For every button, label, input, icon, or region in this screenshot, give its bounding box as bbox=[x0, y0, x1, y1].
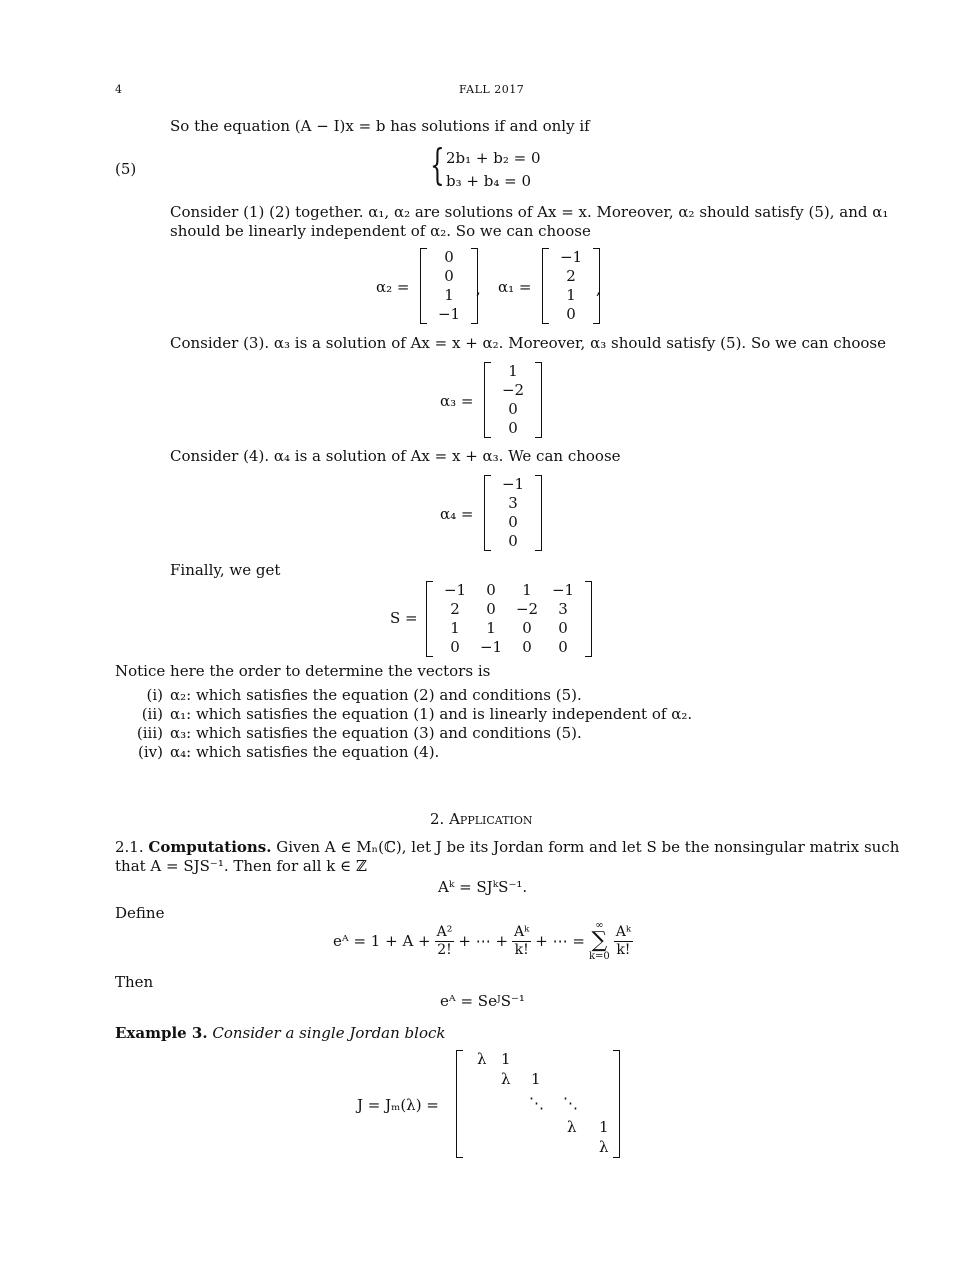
exp-lead: eᴬ = 1 + A + bbox=[333, 931, 431, 950]
alpha1-entry: −1 bbox=[559, 248, 583, 266]
list-item-label: (iv) bbox=[138, 743, 163, 761]
S-matrix-entry: 1 bbox=[450, 619, 460, 637]
fraction-ak-den: k! bbox=[514, 941, 529, 958]
jordan-entry: ⋱ bbox=[563, 1094, 578, 1112]
S-matrix-entry: 0 bbox=[558, 638, 568, 656]
alpha2-entry: −1 bbox=[437, 305, 461, 323]
S-matrix bbox=[426, 581, 592, 657]
define-text: Define bbox=[115, 904, 165, 922]
jordan-entry: λ bbox=[477, 1050, 487, 1068]
alpha3-entry: 0 bbox=[508, 419, 518, 437]
paragraph-6: Notice here the order to determine the vectors is bbox=[115, 662, 491, 680]
fraction-ak bbox=[512, 924, 531, 959]
S-matrix-entry: 2 bbox=[450, 600, 460, 618]
S-matrix-entry: 1 bbox=[522, 581, 532, 599]
alpha3-entry: 1 bbox=[508, 362, 518, 380]
alpha2-lhs: α₂ = bbox=[376, 278, 410, 296]
comma-1: , bbox=[476, 280, 481, 298]
comma-2: , bbox=[596, 280, 601, 298]
alpha1-entry: 1 bbox=[566, 286, 576, 304]
fraction-a2 bbox=[435, 924, 455, 959]
paragraph-1: So the equation (A − I)x = b has solutions if and only if bbox=[170, 117, 590, 135]
alpha4-entry: 0 bbox=[508, 513, 518, 531]
sum-upper: ∞ bbox=[595, 920, 604, 931]
alpha2-vector bbox=[420, 248, 478, 324]
jordan-entry: 1 bbox=[531, 1070, 541, 1088]
equation-power: Aᵏ = SJᵏS⁻¹. bbox=[438, 878, 528, 896]
subsection-label: 2.1. bbox=[115, 838, 144, 856]
paragraph-5: Finally, we get bbox=[170, 561, 281, 579]
list-item-text: α₁: which satisfies the equation (1) and is linearly independent of α₂. bbox=[170, 705, 693, 723]
subsection-2-1-line-2: that A = SJS⁻¹. Then for all k ∈ ℤ bbox=[115, 857, 367, 875]
jordan-entry: λ bbox=[599, 1138, 609, 1156]
alpha2-entry: 0 bbox=[444, 267, 454, 285]
subsection-heading: Computations. bbox=[148, 838, 272, 856]
page-number: 4 bbox=[115, 83, 123, 96]
S-matrix-entry: −1 bbox=[479, 638, 503, 656]
S-matrix-entry: 0 bbox=[558, 619, 568, 637]
jordan-lhs: J = Jₘ(λ) = bbox=[357, 1096, 439, 1114]
alpha2-entry: 0 bbox=[444, 248, 454, 266]
equation-exp: eᴬ = SeᴶS⁻¹ bbox=[440, 992, 525, 1010]
left-brace: { bbox=[430, 140, 445, 189]
jordan-entry: 1 bbox=[501, 1050, 511, 1068]
fraction-a2-num: A² bbox=[436, 923, 453, 940]
alpha3-lhs: α₃ = bbox=[440, 392, 474, 410]
jordan-entry: λ bbox=[567, 1118, 577, 1136]
alpha4-entry: −1 bbox=[501, 475, 525, 493]
sum-lower: k=0 bbox=[588, 951, 610, 962]
alpha4-entry: 3 bbox=[508, 494, 518, 512]
alpha4-vector bbox=[484, 475, 542, 551]
alpha3-entry: −2 bbox=[501, 381, 525, 399]
example-text: Consider a single Jordan block bbox=[212, 1024, 446, 1042]
alpha1-entry: 2 bbox=[566, 267, 576, 285]
S-matrix-entry: 3 bbox=[558, 600, 568, 618]
list-item-text: α₃: which satisfies the equation (3) and conditions (5). bbox=[170, 724, 582, 742]
alpha1-lhs: α₁ = bbox=[498, 278, 532, 296]
subsection-2-1-line-1 bbox=[115, 838, 899, 857]
list-item-label: (ii) bbox=[141, 705, 163, 723]
example-label: Example 3. bbox=[115, 1024, 208, 1042]
paragraph-3: Consider (3). α₃ is a solution of Ax = x + α₂. Moreover, α₃ should satisfy (5). So we can choose bbox=[170, 334, 886, 352]
fraction-a2-den: 2! bbox=[437, 941, 452, 958]
summation bbox=[589, 920, 610, 962]
list-item-label: (iii) bbox=[136, 724, 163, 742]
equation-label-5: (5) bbox=[115, 160, 137, 178]
list-item-text: α₂: which satisfies the equation (2) and conditions (5). bbox=[170, 686, 582, 704]
S-matrix-entry: −1 bbox=[443, 581, 467, 599]
running-title: FALL 2017 bbox=[459, 83, 525, 96]
exp-mid: + ⋯ + bbox=[458, 931, 509, 950]
fraction-sum-term bbox=[614, 924, 633, 959]
exp-tail: + ⋯ = bbox=[535, 931, 585, 950]
example-3 bbox=[115, 1024, 445, 1043]
equation-5-line-2: b₃ + b₄ = 0 bbox=[446, 172, 531, 190]
paragraph-2-line-2: should be linearly independent of α₂. So we can choose bbox=[170, 222, 591, 240]
exp-definition bbox=[333, 920, 633, 962]
jordan-entry: λ bbox=[501, 1070, 511, 1088]
list-item-text: α₄: which satisfies the equation (4). bbox=[170, 743, 440, 761]
section-heading bbox=[430, 810, 532, 829]
alpha1-vector bbox=[542, 248, 600, 324]
S-matrix-entry: 0 bbox=[522, 638, 532, 656]
S-matrix-entry: 1 bbox=[486, 619, 496, 637]
alpha4-entry: 0 bbox=[508, 532, 518, 550]
S-lhs: S = bbox=[390, 609, 418, 627]
alpha4-lhs: α₄ = bbox=[440, 505, 474, 523]
then-text: Then bbox=[115, 973, 154, 991]
S-matrix-entry: 0 bbox=[450, 638, 460, 656]
S-matrix-entry: 0 bbox=[486, 600, 496, 618]
S-matrix-entry: 0 bbox=[522, 619, 532, 637]
fraction-ak-num: Aᵏ bbox=[514, 923, 530, 940]
S-matrix-entry: 0 bbox=[486, 581, 496, 599]
alpha3-vector bbox=[484, 362, 542, 438]
equation-5-line-1: 2b₁ + b₂ = 0 bbox=[446, 149, 541, 167]
paragraph-2-line-1: Consider (1) (2) together. α₁, α₂ are solutions of Ax = x. Moreover, α₂ should satisfy (5), and α₁ bbox=[170, 203, 889, 221]
jordan-entry: ⋱ bbox=[529, 1094, 544, 1112]
S-matrix-entry: −2 bbox=[515, 600, 539, 618]
jordan-matrix bbox=[456, 1050, 620, 1158]
paragraph-4: Consider (4). α₄ is a solution of Ax = x + α₃. We can choose bbox=[170, 447, 621, 465]
alpha3-entry: 0 bbox=[508, 400, 518, 418]
list-item-label: (i) bbox=[146, 686, 163, 704]
S-matrix-entry: −1 bbox=[551, 581, 575, 599]
alpha1-entry: 0 bbox=[566, 305, 576, 323]
section-number: 2. bbox=[430, 810, 445, 828]
jordan-entry: 1 bbox=[599, 1118, 609, 1136]
fraction-sum-den: k! bbox=[616, 941, 631, 958]
sum-symbol: ∑ bbox=[591, 928, 608, 953]
fraction-sum-num: Aᵏ bbox=[615, 923, 631, 940]
section-title: Application bbox=[449, 810, 533, 828]
alpha2-entry: 1 bbox=[444, 286, 454, 304]
subsection-text-1: Given A ∈ Mₙ(ℂ), let J be its Jordan form and let S be the nonsingular matrix such bbox=[276, 838, 900, 856]
